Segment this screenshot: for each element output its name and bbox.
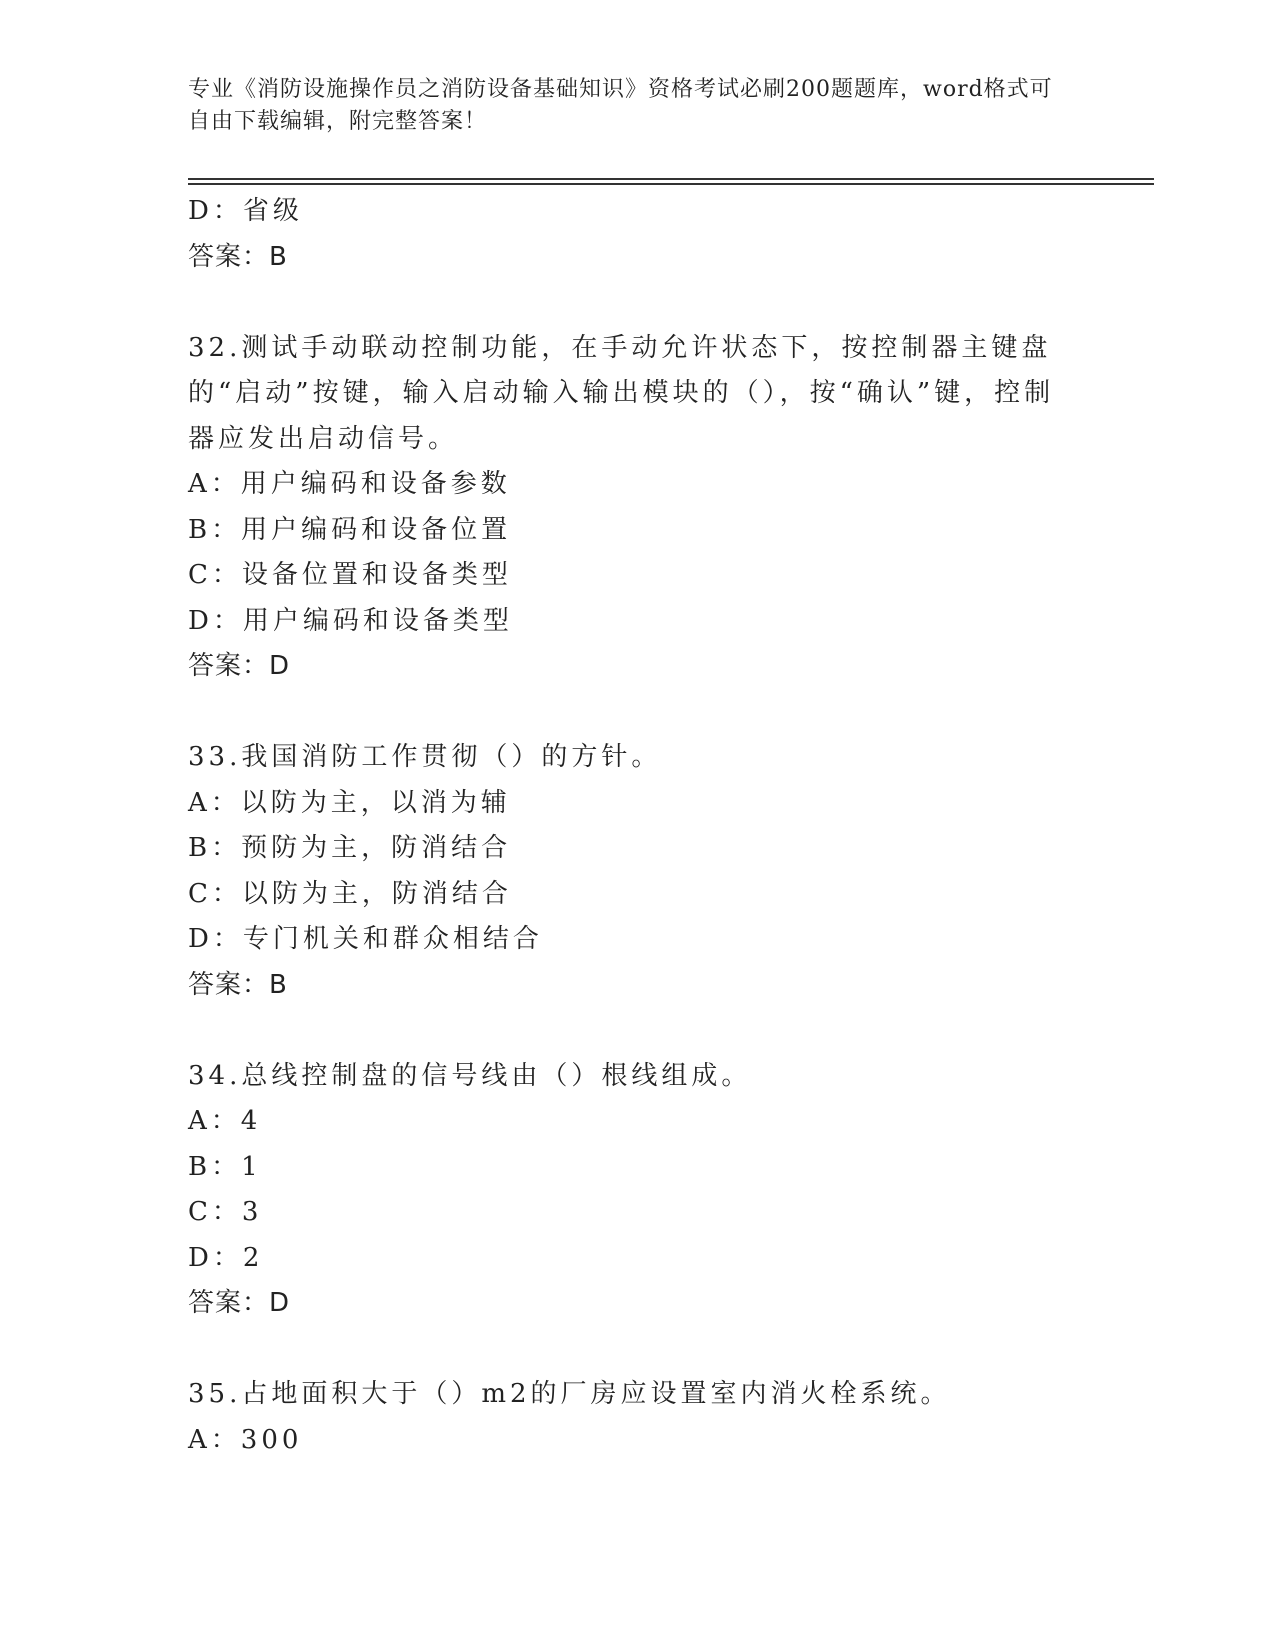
question-32 [188,326,1088,690]
question-34 [188,1054,1088,1327]
answer: 答案：D [188,651,291,681]
spacer [188,690,1088,736]
question-33 [188,735,1088,1008]
header-rule-bottom [188,183,1154,185]
option-d: D：专门机关和群众相结合 [188,924,543,954]
option-a: A：300 [188,1424,303,1455]
spacer [188,1327,1088,1373]
question-stem: 33.我国消防工作贯彻（）的方针。 [188,742,662,772]
option-d: D：用户编码和设备类型 [188,605,513,636]
header-rule-top [188,178,1154,180]
question-stem: 34.总线控制盘的信号线由（）根线组成。 [188,1060,752,1091]
answer: 答案：D [188,1288,291,1318]
question-35 [188,1372,1088,1463]
option-c: C：以防为主，防消结合 [188,878,512,909]
option-a: A：用户编码和设备参数 [188,469,511,499]
document-header: 专业《消防设施操作员之消防设备基础知识》资格考试必刷200题题库，word格式可自由下载编辑，附完整答案！ [188,77,1053,134]
option-b: B：1 [188,1151,262,1182]
option-b: B：用户编码和设备位置 [188,514,512,545]
question-content [188,189,1088,1463]
question-stem: 35.占地面积大于（）m2的厂房应设置室内消火栓系统。 [188,1379,951,1409]
question-stem: 32.测试手动联动控制功能，在手动允许状态下，按控制器主键盘的“启动”按键，输入启动输入输出模块的（），按“确认”键，控制器应发出启动信号。 [188,332,1055,454]
option-d: D：2 [188,1242,264,1273]
option-c: C：设备位置和设备类型 [188,560,512,590]
option-b: B：预防为主，防消结合 [188,833,512,863]
spacer [188,1008,1088,1054]
prev-answer: 答案：B [188,241,288,272]
option-c: C：3 [188,1197,263,1227]
spacer [188,280,1088,326]
option-a: A：4 [188,1106,262,1136]
answer: 答案：B [188,969,288,1000]
prev-option-d: D：省级 [188,196,303,226]
option-a: A：以防为主，以消为辅 [188,787,511,818]
